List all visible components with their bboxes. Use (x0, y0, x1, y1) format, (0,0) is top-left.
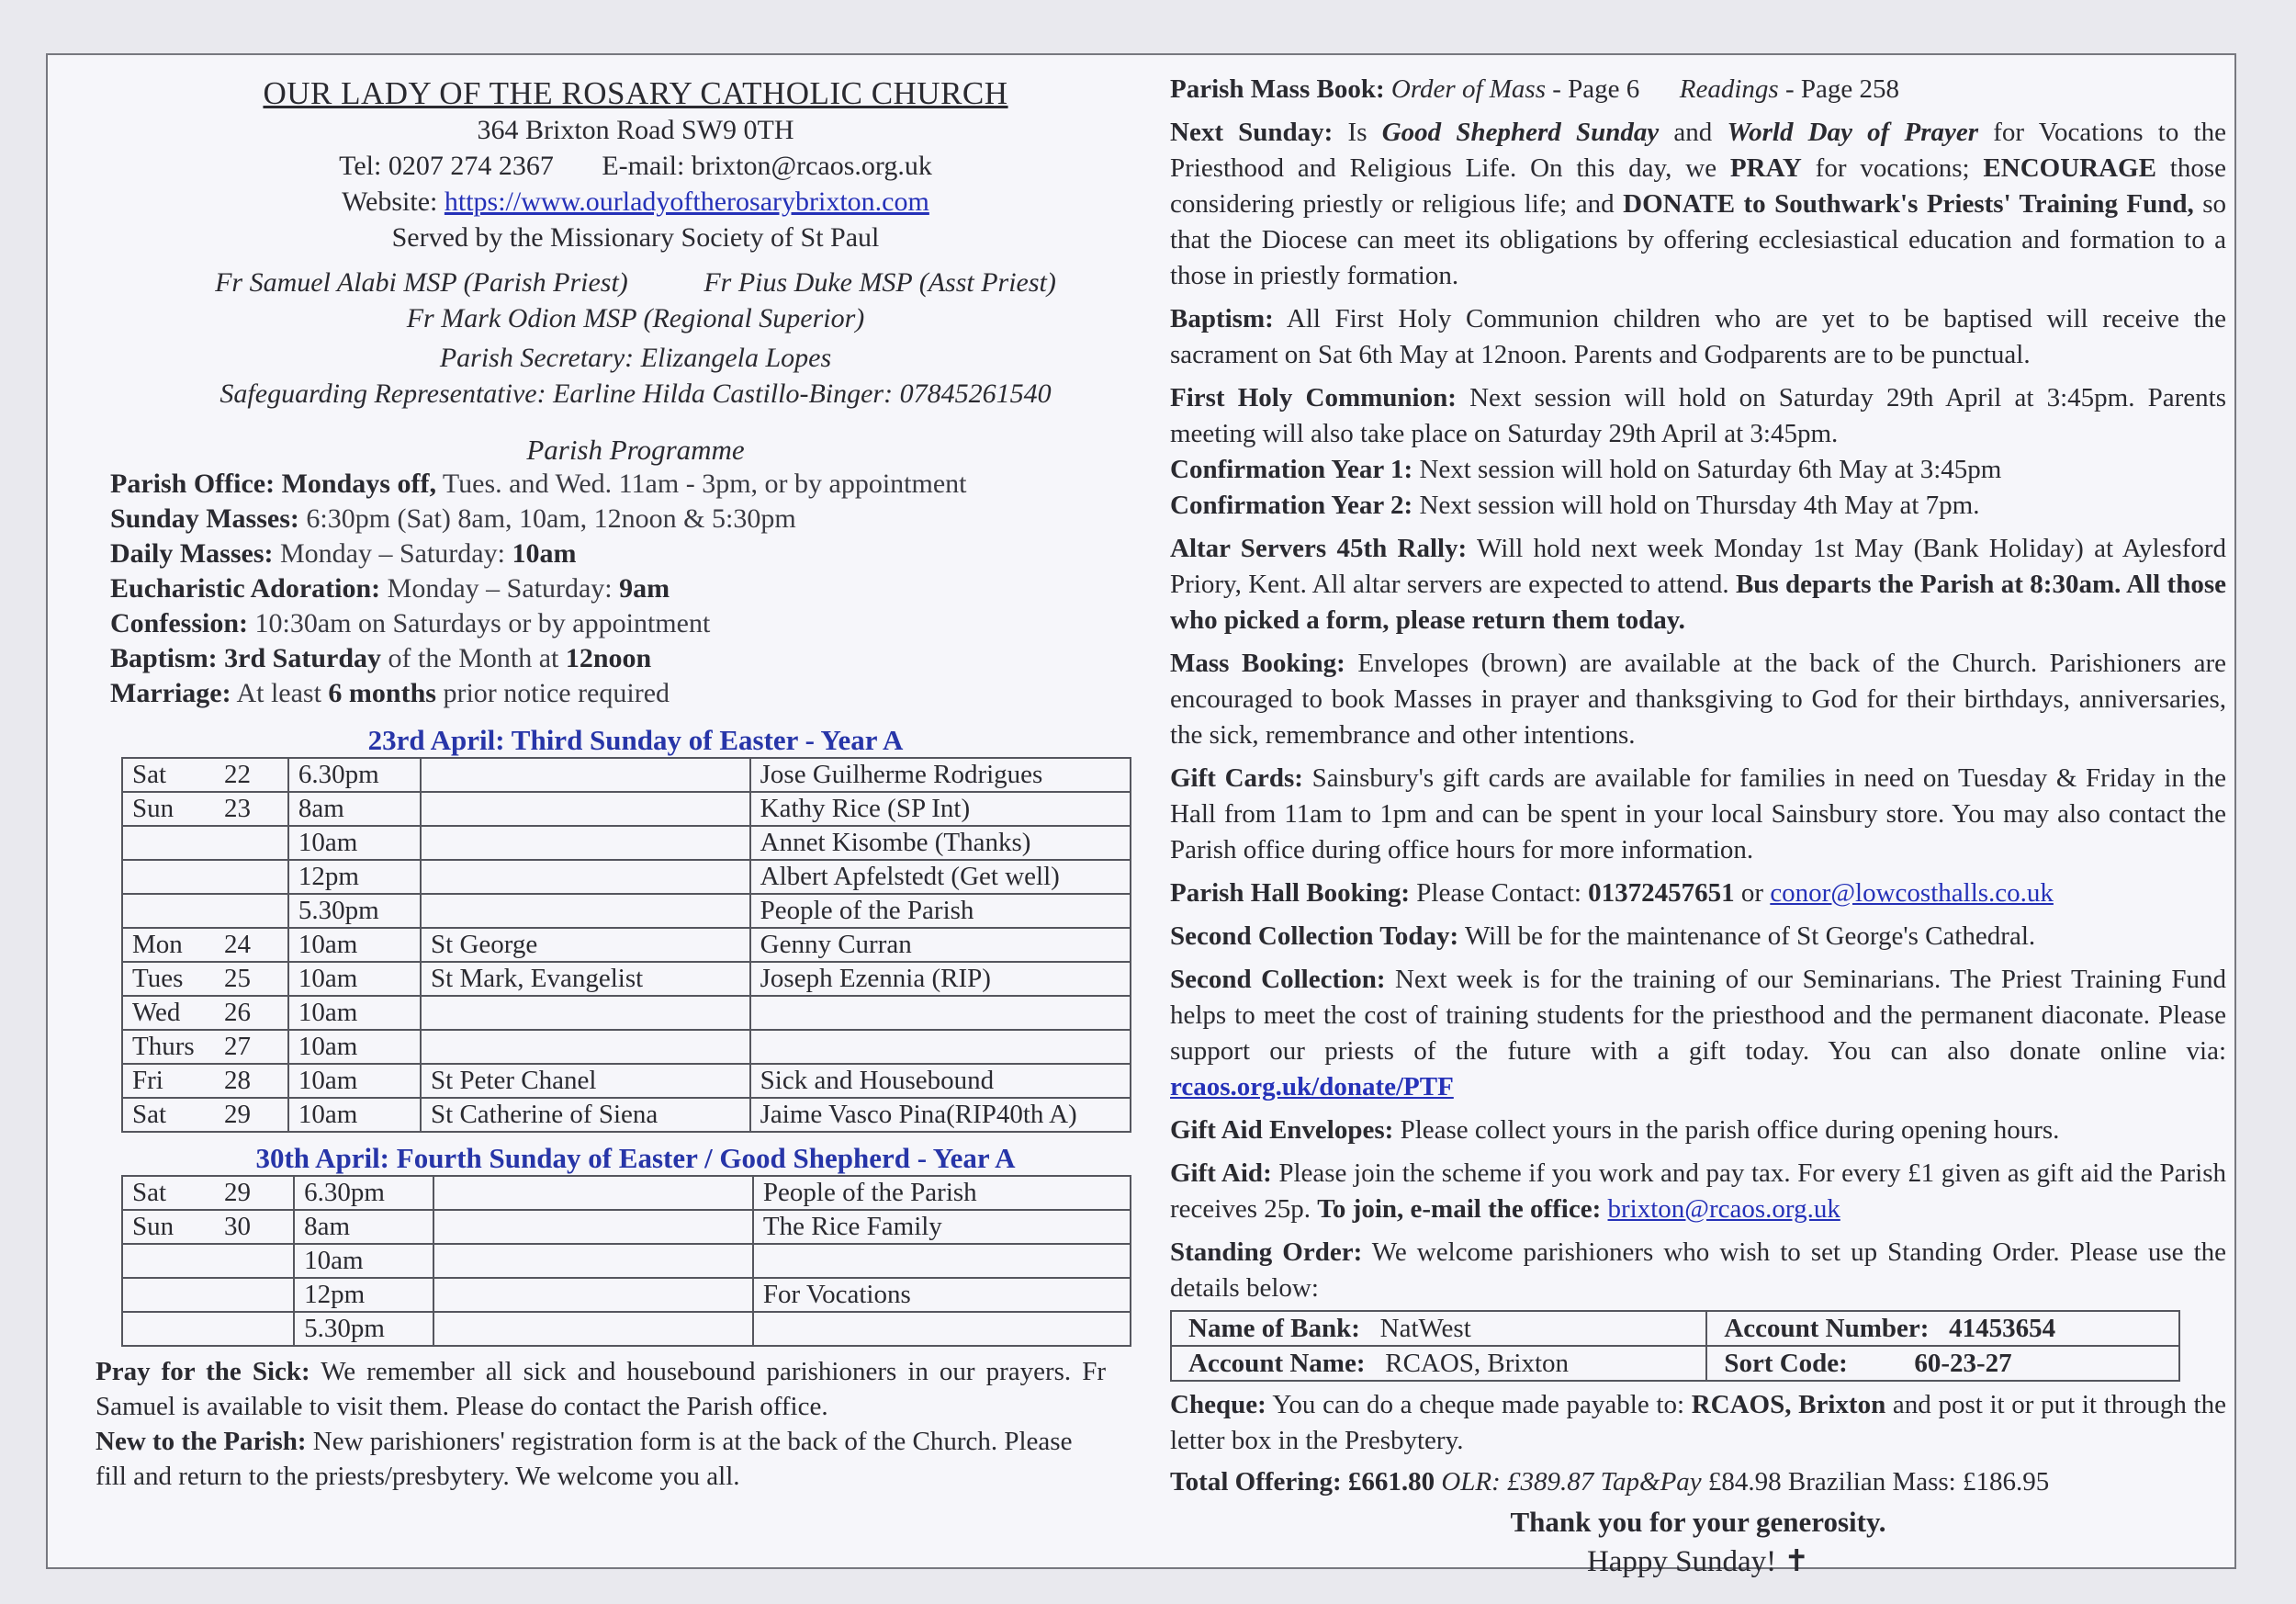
day-date-cell: Tues 25 (122, 962, 288, 996)
website-line (84, 184, 1187, 220)
day-date-cell: Mon 24 (122, 928, 288, 962)
intention-cell: Annet Kisombe (Thanks) (750, 826, 1131, 860)
day-date-cell (122, 894, 288, 928)
church-header (84, 75, 1187, 412)
mass-book: Parish Mass Book: Order of Mass - Page 6 Readings - Page 258 (1170, 74, 1899, 104)
intention-cell: The Rice Family (753, 1210, 1131, 1244)
day-date-cell (122, 1244, 294, 1278)
intention-cell (753, 1312, 1131, 1346)
time-cell: 10am (288, 1064, 421, 1098)
feast-cell (421, 894, 750, 928)
cheque-note: Cheque: You can do a cheque made payable to: RCAOS, Brixton and post it or put it through the letter box in the Presbytery. (1170, 1390, 2226, 1455)
bank-row (1171, 1311, 2179, 1346)
schedule-row (122, 1210, 1131, 1244)
week1-title: 23rd April: Third Sunday of Easter - Year A (367, 724, 904, 756)
time-cell: 10am (288, 1030, 421, 1064)
feast-cell (421, 826, 750, 860)
feast-cell: St George (421, 928, 750, 962)
time-cell: 5.30pm (288, 894, 421, 928)
day-date-cell: Wed 26 (122, 996, 288, 1030)
programme-item: Parish Office: Mondays off, Tues. and Wed. 11am - 3pm, or by appointment (110, 469, 967, 499)
intention-cell: Albert Apfelstedt (Get well) (750, 860, 1131, 894)
feast-cell (433, 1244, 753, 1278)
bank-name-cell: Name of Bank: NatWest (1171, 1311, 1706, 1346)
day-date-cell (122, 860, 288, 894)
parish-secretary: Parish Secretary: Elizangela Lopes (439, 343, 832, 373)
week2-table (121, 1175, 1131, 1347)
new-to-parish: New to the Parish: New parishioners' registration form is at the back of the Church. Please fill and return to the priests/presbytery. We welcome you all. (96, 1427, 1073, 1491)
total-offering: Total Offering: £661.80 OLR: £389.87 Tap&Pay £84.98 Brazilian Mass: £186.95 (1170, 1467, 2050, 1497)
intention-cell: People of the Parish (750, 894, 1131, 928)
day-date-cell: Fri 28 (122, 1064, 288, 1098)
time-cell: 6.30pm (294, 1176, 433, 1210)
feast-cell (421, 792, 750, 826)
church-name: OUR LADY OF THE ROSARY CATHOLIC CHURCH (263, 75, 1008, 111)
hall-email-link[interactable]: conor@lowcosthalls.co.uk (1770, 878, 2054, 908)
left-notes (84, 1354, 1106, 1494)
gift-aid-envelopes: Gift Aid Envelopes: Please collect yours in the parish office during opening hours. (1170, 1115, 2060, 1145)
schedule-row (122, 894, 1131, 928)
thank-you: Thank you for your generosity. (1510, 1506, 1886, 1538)
served-by: Served by the Missionary Society of St Paul (391, 222, 880, 253)
feast-cell: St Mark, Evangelist (421, 962, 750, 996)
confirmation2-note: Confirmation Year 2: Next session will hold on Thursday 4th May at 7pm. (1170, 491, 1980, 520)
website-link[interactable]: https://www.ourladyoftherosarybrixton.com (444, 186, 929, 217)
time-cell: 12pm (294, 1278, 433, 1312)
baptism-note: Baptism: All First Holy Communion children who are yet to be baptised will receive the sacrament on Sat 6th May at 12noon. Parents and Godparents are to be punctual. (1170, 304, 2226, 369)
day-date-cell: Sun 23 (122, 792, 288, 826)
feast-cell (433, 1278, 753, 1312)
intention-cell (750, 1030, 1131, 1064)
confirmation1-note: Confirmation Year 1: Next session will hold on Saturday 6th May at 3:45pm (1170, 455, 2002, 484)
intention-cell: People of the Parish (753, 1176, 1131, 1210)
account-name-cell: Account Name: RCAOS, Brixton (1171, 1346, 1706, 1381)
intention-cell: Kathy Rice (SP Int) (750, 792, 1131, 826)
schedule-row (122, 996, 1131, 1030)
day-date-cell (122, 826, 288, 860)
telephone: Tel: 0207 274 2367 (339, 151, 554, 181)
day-date-cell: Sun 30 (122, 1210, 294, 1244)
asst-priest: Fr Pius Duke MSP (Asst Priest) (703, 267, 1056, 298)
programme-list (84, 467, 1187, 711)
schedule-row (122, 1064, 1131, 1098)
schedule-row (122, 1312, 1131, 1346)
pray-for-sick: Pray for the Sick: We remember all sick and housebound parishioners in our prayers. Fr Samuel is available to visit them. Please do contact the Parish office. (96, 1357, 1107, 1421)
schedule-row (122, 962, 1131, 996)
gift-aid-note: Gift Aid: Please join the scheme if you work and pay tax. For every £1 given as gift aid the Parish receives 25p. To join, e-mail the office: brixton@rcaos.org.uk (1170, 1158, 2226, 1224)
time-cell: 10am (288, 928, 421, 962)
feast-cell (421, 860, 750, 894)
programme-title: Parish Programme (526, 434, 745, 466)
right-column (1170, 72, 2226, 1579)
feast-cell (433, 1210, 753, 1244)
gift-cards-note: Gift Cards: Sainsbury's gift cards are available for families in need on Tuesday & Friday in the Hall from 11am to 1pm and can be spent in your local Sainsbury store. You may also contact the Parish office during office hours for more information. (1170, 763, 2226, 864)
left-column (84, 75, 1187, 1494)
schedule-row (122, 1278, 1131, 1312)
parish-priest: Fr Samuel Alabi MSP (Parish Priest) (215, 267, 628, 298)
first-communion-note: First Holy Communion: Next session will hold on Saturday 29th April at 3:45pm. Parents meeting will also take place on Saturday 29th April at 3:45pm. (1170, 383, 2226, 448)
time-cell: 5.30pm (294, 1312, 433, 1346)
regional-superior: Fr Mark Odion MSP (Regional Superior) (406, 303, 865, 333)
day-date-cell (122, 1278, 294, 1312)
intention-cell (750, 996, 1131, 1030)
week2-title: 30th April: Fourth Sunday of Easter / Good Shepherd - Year A (255, 1142, 1016, 1174)
programme-item: Eucharistic Adoration: Monday – Saturday: 9am (110, 573, 670, 604)
intention-cell: Jaime Vasco Pina(RIP40th A) (750, 1098, 1131, 1132)
time-cell: 12pm (288, 860, 421, 894)
feast-cell: St Catherine of Siena (421, 1098, 750, 1132)
contact-line (84, 148, 1187, 184)
office-email-link[interactable]: brixton@rcaos.org.uk (1607, 1194, 1840, 1224)
feast-cell (421, 758, 750, 792)
happy-sunday: Happy Sunday! ✝ (1586, 1545, 1810, 1578)
programme-item: Baptism: 3rd Saturday of the Month at 12noon (110, 643, 652, 673)
second-collection-note: Second Collection: Next week is for the training of our Seminarians. The Priest Training Fund helps to meet the cost of training students for the priesthood and the permanent diaconate. Please support our priests of the future with a gift today. You can also donate online via: rcaos.org.uk/donate/PTF (1170, 965, 2226, 1101)
intention-cell (753, 1244, 1131, 1278)
day-date-cell (122, 1312, 294, 1346)
day-date-cell: Thurs 27 (122, 1030, 288, 1064)
week1-table (121, 757, 1131, 1133)
second-collection-today: Second Collection Today: Will be for the maintenance of St George's Cathedral. (1170, 921, 2036, 951)
programme-item: Marriage: At least 6 months prior notice required (110, 678, 670, 708)
time-cell: 10am (294, 1244, 433, 1278)
church-address: 364 Brixton Road SW9 0TH (477, 115, 794, 145)
time-cell: 10am (288, 1098, 421, 1132)
time-cell: 6.30pm (288, 758, 421, 792)
programme-item: Sunday Masses: 6:30pm (Sat) 8am, 10am, 12noon & 5:30pm (110, 503, 796, 534)
feast-cell (421, 1030, 750, 1064)
programme-item: Confession: 10:30am on Saturdays or by appointment (110, 608, 711, 638)
schedule-row (122, 1098, 1131, 1132)
time-cell: 8am (294, 1210, 433, 1244)
schedule-row (122, 928, 1131, 962)
safeguarding-rep: Safeguarding Representative: Earline Hilda Castillo-Binger: 07845261540 (219, 378, 1052, 409)
bank-row (1171, 1346, 2179, 1381)
feast-cell: St Peter Chanel (421, 1064, 750, 1098)
schedule-row (122, 758, 1131, 792)
time-cell: 10am (288, 962, 421, 996)
bank-details-table (1170, 1310, 2180, 1382)
intention-cell: Sick and Housebound (750, 1064, 1131, 1098)
schedule-row (122, 826, 1131, 860)
schedule-row (122, 860, 1131, 894)
day-date-cell: Sat 29 (122, 1098, 288, 1132)
day-date-cell: Sat 22 (122, 758, 288, 792)
standing-order-note: Standing Order: We welcome parishioners who wish to set up Standing Order. Please use the details below: (1170, 1237, 2226, 1303)
day-date-cell: Sat 29 (122, 1176, 294, 1210)
altar-servers-note: Altar Servers 45th Rally: Will hold next week Monday 1st May (Bank Holiday) at Aylesford Priory, Kent. All altar servers are expected to attend. Bus departs the Parish at 8:30am. All those who picked a form, please return them today. (1170, 534, 2227, 635)
schedule-row (122, 1244, 1131, 1278)
intention-cell: Jose Guilherme Rodrigues (750, 758, 1131, 792)
time-cell: 10am (288, 996, 421, 1030)
donate-link[interactable]: rcaos.org.uk/donate/PTF (1170, 1072, 1454, 1101)
intention-cell: Genny Curran (750, 928, 1131, 962)
schedule-row (122, 1176, 1131, 1210)
sort-code-cell: Sort Code: 60-23-27 (1706, 1346, 2179, 1381)
website-label: Website: (342, 186, 438, 217)
priests-line (84, 265, 1187, 300)
bulletin-page (46, 53, 2236, 1578)
account-number-cell: Account Number: 41453654 (1706, 1311, 2179, 1346)
schedule-row (122, 792, 1131, 826)
feast-cell (433, 1176, 753, 1210)
feast-cell (421, 996, 750, 1030)
intention-cell: For Vocations (753, 1278, 1131, 1312)
mass-booking-note: Mass Booking: Envelopes (brown) are available at the back of the Church. Parishioners are encouraged to book Masses in prayer and thanksgiving to God for their birthdays, anniversaries, the sick, remembrance and other intentions. (1170, 649, 2226, 750)
time-cell: 10am (288, 826, 421, 860)
schedule-row (122, 1030, 1131, 1064)
email[interactable]: E-mail: brixton@rcaos.org.uk (602, 151, 932, 181)
intention-cell: Joseph Ezennia (RIP) (750, 962, 1131, 996)
feast-cell (433, 1312, 753, 1346)
hall-booking-note: Parish Hall Booking: Please Contact: 01372457651 or conor@lowcosthalls.co.uk (1170, 878, 2054, 908)
time-cell: 8am (288, 792, 421, 826)
programme-item: Daily Masses: Monday – Saturday: 10am (110, 538, 577, 569)
next-sunday: Next Sunday: Is Good Shepherd Sunday and World Day of Prayer for Vocations to the Priesthood and Religious Life. On this day, we PRAY for vocations; ENCOURAGE those considering priestly or religious life; and DONATE to Southwark's Priests' Training Fund, so that the Diocese can meet its obligations by offering ecclesiastical education and formation to a those in priestly formation. (1170, 118, 2226, 290)
